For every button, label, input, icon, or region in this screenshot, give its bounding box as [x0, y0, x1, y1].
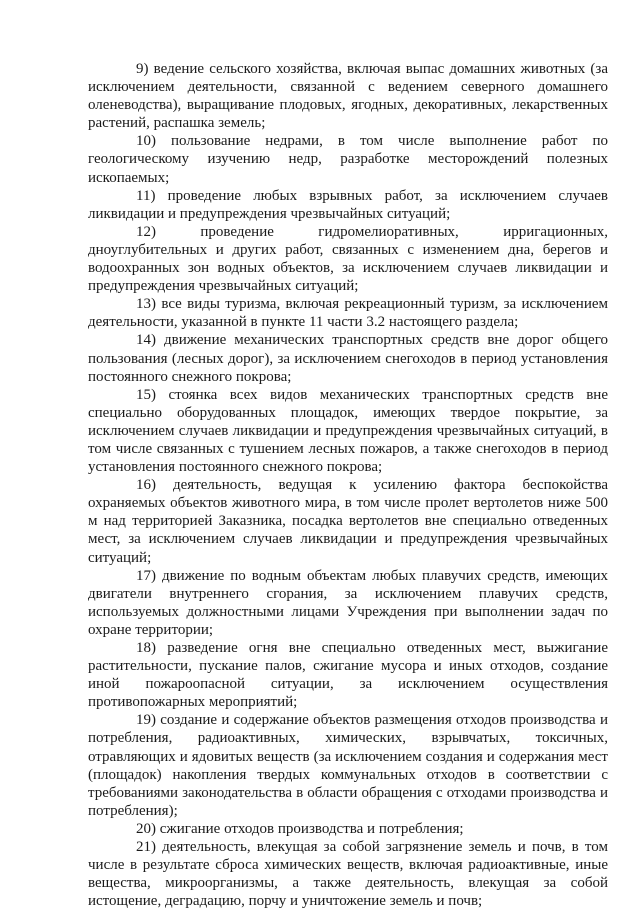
item-10: 10) пользование недрами, в том числе выполнение работ по геологическому изучению недр, разработке месторождений полезных ископаемых; — [88, 133, 608, 186]
item-19: 19) создание и содержание объектов размещения отходов производства и потребления, радиоактивных, химических, взрывчатых, токсичных, отравляющих и ядовитых веществ (за исключением создания и содержания мест (площадок) накопления твердых коммунальных отходов в соответствии с требованиями законодательства в области обращения с отходами производства и потребления); — [88, 712, 608, 819]
item-18: 18) разведение огня вне специально отведенных мест, выжигание растительности, пускание палов, сжигание мусора и иных отходов, создание иной пожароопасной ситуации, за исключением осуществления противопожарных мероприятий; — [88, 640, 608, 711]
item-12: 12) проведение гидромелиоративных, ирригационных, дноуглубительных и других работ, связанных с изменением дна, берегов и водоохранных зон водных объектов, за исключением случаев ликвидации и предупреждения чрезвычайных ситуаций; — [88, 223, 608, 295]
item-17: 17) движение по водным объектам любых плавучих средств, имеющих двигатели внутреннего сгорания, за исключением плавучих средств, используемых должностными лицами Учреждения при выполнении задач по охране территории; — [88, 567, 608, 638]
document-page — [88, 60, 608, 910]
item-21: 21) деятельность, влекущая за собой загрязнение земель и почв, в том числе в результате сброса химических веществ, включая радиоактивные, иные вещества, микроорганизмы, а также деятельность, влекущая за собой истощение, деградацию, порчу и уничтожение земель и почв; — [88, 839, 608, 910]
item-9: 9) ведение сельского хозяйства, включая выпас домашних животных (за исключением деятельности, связанной с ведением северного домашнего оленеводства), выращивание плодовых, ягодных, декоративных, лекарственных растений, распашка земель; — [88, 61, 608, 132]
item-13: 13) все виды туризма, включая рекреационный туризм, за исключением деятельности, указанной в пункте 11 части 3.2 настоящего раздела; — [88, 296, 608, 331]
item-16: 16) деятельность, ведущая к усилению фактора беспокойства охраняемых объектов животного мира, в том числе пролет вертолетов ниже 500 м над территорией Заказника, посадка вертолетов вне специально отведенных мест, за исключением случаев ликвидации и предупреждения чрезвычайных ситуаций; — [88, 477, 608, 566]
item-14: 14) движение механических транспортных средств вне дорог общего пользования (лесных дорог), за исключением снегоходов в период установления постоянного снежного покрова; — [88, 332, 608, 385]
item-11: 11) проведение любых взрывных работ, за исключением случаев ликвидации и предупреждения чрезвычайных ситуаций; — [88, 187, 608, 222]
item-15: 15) стоянка всех видов механических транспортных средств вне специально оборудованных площадок, имеющих твердое покрытие, за исключением случаев ликвидации и предупреждения чрезвычайных ситуаций, в том числе связанных с тушением лесных пожаров, а также снегоходов в период установления постоянного снежного покрова; — [88, 386, 608, 476]
item-20: 20) сжигание отходов производства и потребления; — [136, 820, 464, 837]
